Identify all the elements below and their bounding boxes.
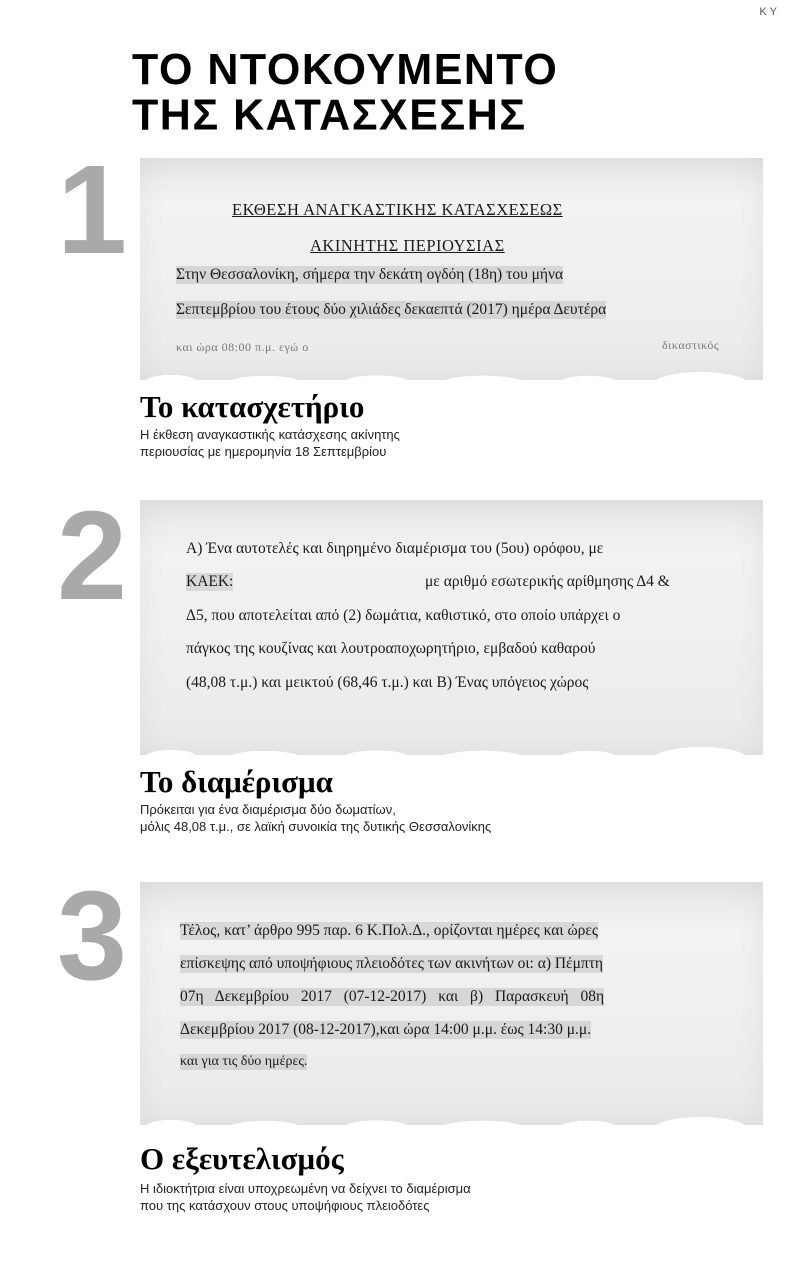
section-description [140, 801, 491, 835]
document-line: με αριθμό εσωτερικής αρίθμησης Δ4 & [425, 573, 670, 590]
page-title [132, 47, 558, 139]
document-line: Α) Ένα αυτοτελές και διηρημένο διαμέρισμα του (5ου) ορόφου, με [186, 540, 604, 557]
section-description-line: Η ιδιοκτήτρια είναι υποχρεωμένη να δείχνει το διαμέρισμα [140, 1181, 471, 1196]
section-title: Ο εξευτελισμός [140, 1141, 344, 1176]
section-description-line: Πρόκειται για ένα διαμέρισμα δύο δωματίων, [140, 802, 396, 817]
document-line: και ώρα 08:00 π.μ. εγώ ο [176, 340, 309, 354]
section-number-3: 3 [56, 865, 128, 1006]
document-heading: ΕΚΘΕΣΗ ΑΝΑΓΚΑΣΤΙΚΗΣ ΚΑΤΑΣΧΕΣΕΩΣ [232, 200, 563, 219]
section-description-line: περιουσίας με ημερομηνία 18 Σεπτεμβρίου [140, 444, 387, 459]
document-line: 07η Δεκεμβρίου 2017 (07-12-2017) και β) Παρασκευή 08η [180, 988, 605, 1005]
document-line: πάγκος της κουζίνας και λουτροαποχωρητήριο, εμβαδού καθαρού [186, 640, 596, 657]
document-line: ΚΑΕΚ: [186, 573, 234, 590]
document-line: (48,08 τ.μ.) και μεικτού (68,46 τ.μ.) και Β) Ένας υπόγειος χώρος [186, 674, 589, 691]
section-title: Το κατασχετήριο [140, 389, 365, 424]
author-credit: ΚΥ [759, 6, 780, 18]
document-line: Τέλος, κατ’ άρθρο 995 παρ. 6 Κ.Πολ.Δ., ορίζονται ημέρες και ώρες [180, 922, 599, 939]
section-description-line: μόλις 48,08 τ.μ., σε λαϊκή συνοικία της δυτικής Θεσσαλονίκης [140, 819, 492, 834]
document-scrap-seizure-report [140, 158, 763, 380]
page-title-line-1: ΤΟ ΝΤΟΚΟΥΜΕΝΤΟ [132, 45, 559, 95]
document-scrap-viewing-schedule [140, 882, 763, 1125]
document-line: Δεκεμβρίου 2017 (08-12-2017),και ώρα 14:00 μ.μ. έως 14:30 μ.μ. [180, 1021, 592, 1038]
section-title: Το διαμέρισμα [140, 764, 333, 799]
document-line: επίσκεψης από υποψήφιους πλειοδότες των ακινήτων οι: α) Πέμπτη [180, 955, 604, 972]
document-line: Δ5, που αποτελείται από (2) δωμάτια, καθιστικό, στο οποίο υπάρχει ο [186, 607, 621, 624]
document-line: Στην Θεσσαλονίκη, σήμερα την δεκάτη ογδόη (18η) του μήνα [176, 266, 564, 283]
section-number-2: 2 [56, 485, 128, 626]
section-description [140, 426, 400, 460]
section-description [140, 1180, 471, 1214]
section-description-line: που της κατάσχουν στους υποψήφιους πλειοδότες [140, 1198, 430, 1213]
page-title-line-2: ΤΗΣ ΚΑΤΑΣΧΕΣΗΣ [132, 90, 527, 140]
document-subheading: ΑΚΙΝΗΤΗΣ ΠΕΡΙΟΥΣΙΑΣ [310, 236, 505, 255]
document-line: δικαστικός [662, 338, 720, 352]
document-scrap-apartment [140, 500, 763, 755]
document-line: Σεπτεμβρίου του έτους δύο χιλιάδες δεκαεπτά (2017) ημέρα Δευτέρα [176, 301, 607, 318]
section-description-line: Η έκθεση αναγκαστικής κατάσχεσης ακίνητης [140, 427, 400, 442]
section-number-1: 1 [56, 139, 128, 280]
document-line: και για τις δύο ημέρες. [180, 1054, 308, 1069]
